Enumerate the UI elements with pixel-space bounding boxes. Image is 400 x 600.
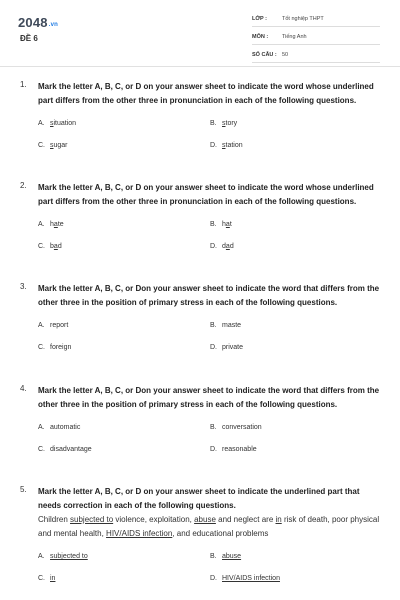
option-a[interactable] bbox=[38, 120, 76, 127]
question-number: 4. bbox=[20, 384, 27, 393]
underlined-part: s bbox=[222, 120, 226, 127]
option-a[interactable] bbox=[38, 322, 68, 329]
option-word: disadvantage bbox=[50, 446, 92, 453]
option-prefix: b bbox=[50, 243, 54, 250]
option-letter: C. bbox=[38, 575, 45, 582]
option-c[interactable] bbox=[38, 142, 68, 149]
passage-text: , and educational problems bbox=[172, 529, 269, 538]
question-options bbox=[38, 221, 380, 271]
option-letter: B. bbox=[210, 322, 217, 329]
option-letter: A. bbox=[38, 424, 45, 431]
option-letter: D. bbox=[210, 575, 217, 582]
option-b[interactable] bbox=[210, 322, 241, 329]
option-c[interactable] bbox=[38, 575, 55, 582]
passage-text: and neglect are bbox=[215, 515, 276, 524]
option-d[interactable] bbox=[210, 446, 257, 453]
question-3 bbox=[20, 282, 380, 372]
underlined-part: s bbox=[50, 142, 54, 149]
question-number: 1. bbox=[20, 80, 27, 89]
underlined-part: in bbox=[275, 515, 282, 524]
underlined-part: a bbox=[53, 243, 58, 250]
option-letter: A. bbox=[38, 120, 45, 127]
exam-meta bbox=[252, 12, 380, 66]
option-b[interactable] bbox=[210, 424, 262, 431]
question-passage bbox=[38, 513, 380, 541]
option-rest: ugar bbox=[53, 142, 68, 149]
option-rest: d bbox=[57, 243, 62, 250]
option-rest: tory bbox=[225, 120, 238, 127]
option-letter: B. bbox=[210, 424, 217, 431]
question-4 bbox=[20, 384, 380, 474]
underlined-part: a bbox=[53, 221, 58, 228]
option-a[interactable] bbox=[38, 553, 88, 560]
question-prompt: Mark the letter A, B, C, or D on your answer sheet to indicate the word whose underlined part differs from the other three in pronunciation in each of the following questions. bbox=[38, 82, 374, 105]
option-rest: tation bbox=[225, 142, 243, 149]
question-2 bbox=[20, 181, 380, 271]
underlined-part: a bbox=[225, 243, 230, 250]
option-letter: B. bbox=[210, 553, 217, 560]
option-word: private bbox=[222, 344, 244, 351]
exam-code: ĐỀ 6 bbox=[20, 34, 38, 43]
option-c[interactable] bbox=[38, 243, 62, 250]
option-letter: B. bbox=[210, 221, 217, 228]
logo-suffix: .vn bbox=[48, 22, 59, 28]
question-5 bbox=[20, 485, 380, 600]
option-letter: D. bbox=[210, 344, 217, 351]
option-rest: t bbox=[229, 221, 232, 228]
option-letter: D. bbox=[210, 142, 217, 149]
option-d[interactable] bbox=[210, 243, 234, 250]
option-letter: C. bbox=[38, 142, 45, 149]
option-letter: A. bbox=[38, 221, 45, 228]
option-b[interactable] bbox=[210, 553, 241, 560]
option-word: foreign bbox=[50, 344, 72, 351]
option-d[interactable] bbox=[210, 344, 243, 351]
option-word: reasonable bbox=[222, 446, 257, 453]
meta-label: SỐ CÂU : bbox=[252, 52, 277, 58]
question-prompt: Mark the letter A, B, C, or D on your answer sheet to indicate the underlined part that needs correction in each of the following questions. bbox=[38, 487, 360, 510]
underlined-part: s bbox=[222, 142, 226, 149]
question-options bbox=[38, 553, 380, 600]
question-prompt: Mark the letter A, B, C, or Don your answer sheet to indicate the word that differs from the other three in the position of primary stress in each of the following questions. bbox=[38, 386, 380, 409]
option-prefix: d bbox=[222, 243, 226, 250]
option-d[interactable] bbox=[210, 142, 243, 149]
question-options bbox=[38, 424, 380, 474]
meta-row-count bbox=[252, 48, 380, 63]
question-number: 2. bbox=[20, 181, 27, 190]
option-rest: d bbox=[229, 243, 234, 250]
option-letter: D. bbox=[210, 446, 217, 453]
passage-text: violence, exploitation, bbox=[113, 515, 195, 524]
passage-text: Children bbox=[38, 515, 71, 524]
option-rest: te bbox=[57, 221, 64, 228]
underlined-part: HIV/AIDS infection bbox=[106, 529, 173, 538]
underlined-part: subjected to bbox=[70, 515, 114, 524]
option-b[interactable] bbox=[210, 221, 232, 228]
question-number: 5. bbox=[20, 485, 27, 494]
question-options bbox=[38, 120, 380, 170]
underlined-part: in bbox=[50, 575, 56, 582]
underlined-part: HIV/AIDS infection bbox=[222, 575, 280, 582]
option-c[interactable] bbox=[38, 344, 71, 351]
question-prompt: Mark the letter A, B, C, or Don your answer sheet to indicate the word that differs from the other three in the position of primary stress in each of the following questions. bbox=[38, 284, 380, 307]
meta-row-class bbox=[252, 12, 380, 27]
option-a[interactable] bbox=[38, 424, 80, 431]
meta-label: LỚP : bbox=[252, 16, 267, 22]
question-number: 3. bbox=[20, 282, 27, 291]
underlined-part: s bbox=[50, 120, 54, 127]
meta-row-subject bbox=[252, 30, 380, 45]
option-d[interactable] bbox=[210, 575, 280, 582]
question-options bbox=[38, 322, 380, 372]
option-word: conversation bbox=[222, 424, 262, 431]
option-a[interactable] bbox=[38, 221, 64, 228]
site-logo[interactable] bbox=[18, 15, 58, 30]
option-b[interactable] bbox=[210, 120, 237, 127]
underlined-part: a bbox=[225, 221, 230, 228]
exam-header bbox=[0, 0, 400, 67]
question-prompt: Mark the letter A, B, C, or D on your answer sheet to indicate the word whose underlined part differs from the other three in pronunciation in each of the following questions. bbox=[38, 183, 374, 206]
option-letter: B. bbox=[210, 120, 217, 127]
meta-value: Tiếng Anh bbox=[282, 34, 307, 40]
question-1 bbox=[20, 80, 380, 170]
option-letter: A. bbox=[38, 553, 45, 560]
underlined-part: abuse bbox=[194, 515, 216, 524]
underlined-part: subjected to bbox=[50, 553, 88, 560]
option-letter: C. bbox=[38, 446, 45, 453]
meta-label: MÔN : bbox=[252, 34, 269, 40]
meta-value: Tốt nghiệp THPT bbox=[282, 16, 324, 22]
meta-value: 50 bbox=[282, 52, 289, 58]
option-prefix: h bbox=[222, 221, 226, 228]
option-c[interactable] bbox=[38, 446, 92, 453]
option-word: maste bbox=[222, 322, 242, 329]
option-prefix: h bbox=[50, 221, 54, 228]
option-letter: C. bbox=[38, 243, 45, 250]
option-letter: A. bbox=[38, 322, 45, 329]
option-rest: ituation bbox=[53, 120, 77, 127]
logo-text: 2048 bbox=[18, 15, 48, 30]
option-word: automatic bbox=[50, 424, 81, 431]
option-word: report bbox=[50, 322, 69, 329]
underlined-part: abuse bbox=[222, 553, 242, 560]
passage-text: risk of death, poor physical and mental health, bbox=[38, 515, 380, 538]
option-letter: C. bbox=[38, 344, 45, 351]
option-letter: D. bbox=[210, 243, 217, 250]
